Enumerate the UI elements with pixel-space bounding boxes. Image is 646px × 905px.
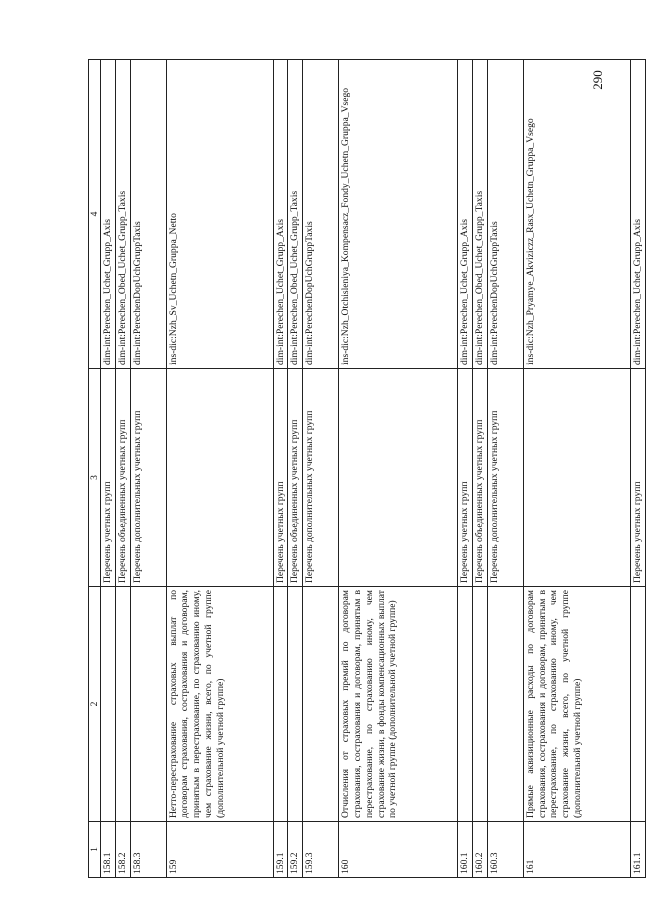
row-code-cell: dim-int:Perechen_Uchet_Grupp_Axis bbox=[458, 60, 473, 369]
table-row bbox=[115, 60, 130, 878]
row-number-cell: 158.1 bbox=[101, 822, 116, 878]
row-code-cell: ins-dic:Nzh_Pryamye_Akviziczz_Rasx_Uchetn_Gruppa_Vsego bbox=[523, 60, 630, 369]
row-code-cell: dim-int:Perechen_Uchet_Grupp_Axis bbox=[630, 60, 645, 369]
row-code-cell: dim-int:Perechen_Uchet_Grupp_Axis bbox=[273, 60, 288, 369]
row-list-cell: Перечень учетных групп bbox=[458, 369, 473, 587]
row-code-cell: dim-int:Perechen_Obed_Uchet_Grupp_Taxis bbox=[288, 60, 303, 369]
page-number: 290 bbox=[590, 70, 605, 90]
row-description-cell: Нетто-перестрахование страховых выплат по договорам страхования, сострахования и договорам, принятым в перестрахование, по страхованию иному, чем страхование жизни, всего, по учетной группе (дополнительной учетной группе) bbox=[166, 587, 273, 822]
row-number-cell: 160 bbox=[339, 822, 458, 878]
table-row bbox=[487, 60, 523, 878]
row-code-cell: dim-int:PerechenDopUchGruppTaxis bbox=[303, 60, 339, 369]
row-list-cell: Перечень дополнительных учетных групп bbox=[303, 369, 339, 587]
row-list-cell: Перечень учетных групп bbox=[101, 369, 116, 587]
column-header-2: 2 bbox=[89, 587, 101, 822]
row-description-cell bbox=[130, 587, 166, 822]
row-code-cell: ins-dic:Nzh_Otchisleniya_Kompensacz_Fondy_Uchetn_Gruppa_Vsego bbox=[339, 60, 458, 369]
column-header-1: 1 bbox=[89, 822, 101, 878]
row-number-cell: 159.1 bbox=[273, 822, 288, 878]
data-table bbox=[88, 59, 646, 878]
row-number-cell: 160.2 bbox=[472, 822, 487, 878]
row-number-cell: 161.1 bbox=[630, 822, 645, 878]
table-row bbox=[273, 60, 288, 878]
table-row bbox=[288, 60, 303, 878]
column-header-4: 4 bbox=[89, 60, 101, 369]
row-code-cell: dim-int:Perechen_Obed_Uchet_Grupp_Taxis bbox=[472, 60, 487, 369]
row-code-cell: dim-int:Perechen_Uchet_Grupp_Axis bbox=[101, 60, 116, 369]
table-row bbox=[458, 60, 473, 878]
row-code-cell: ins-dic:Nzh_Sv_Uchetn_Gruppa_Netto bbox=[166, 60, 273, 369]
row-list-cell: Перечень объединенных учетных групп bbox=[288, 369, 303, 587]
table-row bbox=[523, 60, 630, 878]
row-description-cell bbox=[303, 587, 339, 822]
row-description-cell bbox=[288, 587, 303, 822]
row-number-cell: 158.2 bbox=[115, 822, 130, 878]
row-list-cell: Перечень учетных групп bbox=[273, 369, 288, 587]
row-description-cell bbox=[115, 587, 130, 822]
row-number-cell: 159 bbox=[166, 822, 273, 878]
row-code-cell: dim-int:Perechen_Obed_Uchet_Grupp_Taxis bbox=[115, 60, 130, 369]
column-header-3: 3 bbox=[89, 369, 101, 587]
table-row bbox=[303, 60, 339, 878]
row-number-cell: 160.3 bbox=[487, 822, 523, 878]
row-number-cell: 160.1 bbox=[458, 822, 473, 878]
row-list-cell: Перечень объединенных учетных групп bbox=[115, 369, 130, 587]
header-row bbox=[89, 60, 101, 878]
row-number-cell: 159.2 bbox=[288, 822, 303, 878]
row-list-cell bbox=[166, 369, 273, 587]
row-description-cell: Прямые аквизиционные расходы по договорам страхования, сострахования и договорам, принятым в перестрахование, по страхованию иному, чем страхование жизни, всего, по учетной группе (дополнительной учетной группе) bbox=[523, 587, 630, 822]
row-description-cell: Отчисления от страховых премий по договорам страхования, сострахования и договорам, принятым в перестрахование, по страхованию иному, чем страхование жизни, в фонды компенсационных выплат по учетной группе (дополнительной учетной группе) bbox=[339, 587, 458, 822]
row-description-cell bbox=[101, 587, 116, 822]
row-number-cell: 159.3 bbox=[303, 822, 339, 878]
row-code-cell: dim-int:PerechenDopUchGruppTaxis bbox=[487, 60, 523, 369]
row-list-cell: Перечень дополнительных учетных групп bbox=[130, 369, 166, 587]
table-row bbox=[101, 60, 116, 878]
table-body bbox=[89, 60, 646, 878]
table-row bbox=[630, 60, 645, 878]
table-row bbox=[166, 60, 273, 878]
row-list-cell: Перечень дополнительных учетных групп bbox=[487, 369, 523, 587]
table-row bbox=[472, 60, 487, 878]
table-row bbox=[339, 60, 458, 878]
row-description-cell bbox=[458, 587, 473, 822]
row-list-cell: Перечень учетных групп bbox=[630, 369, 645, 587]
row-number-cell: 158.3 bbox=[130, 822, 166, 878]
row-list-cell bbox=[339, 369, 458, 587]
row-list-cell bbox=[523, 369, 630, 587]
table-row bbox=[130, 60, 166, 878]
row-code-cell: dim-int:PerechenDopUchGruppTaxis bbox=[130, 60, 166, 369]
row-list-cell: Перечень объединенных учетных групп bbox=[472, 369, 487, 587]
row-description-cell bbox=[487, 587, 523, 822]
row-description-cell bbox=[630, 587, 645, 822]
row-description-cell bbox=[472, 587, 487, 822]
row-number-cell: 161 bbox=[523, 822, 630, 878]
row-description-cell bbox=[273, 587, 288, 822]
